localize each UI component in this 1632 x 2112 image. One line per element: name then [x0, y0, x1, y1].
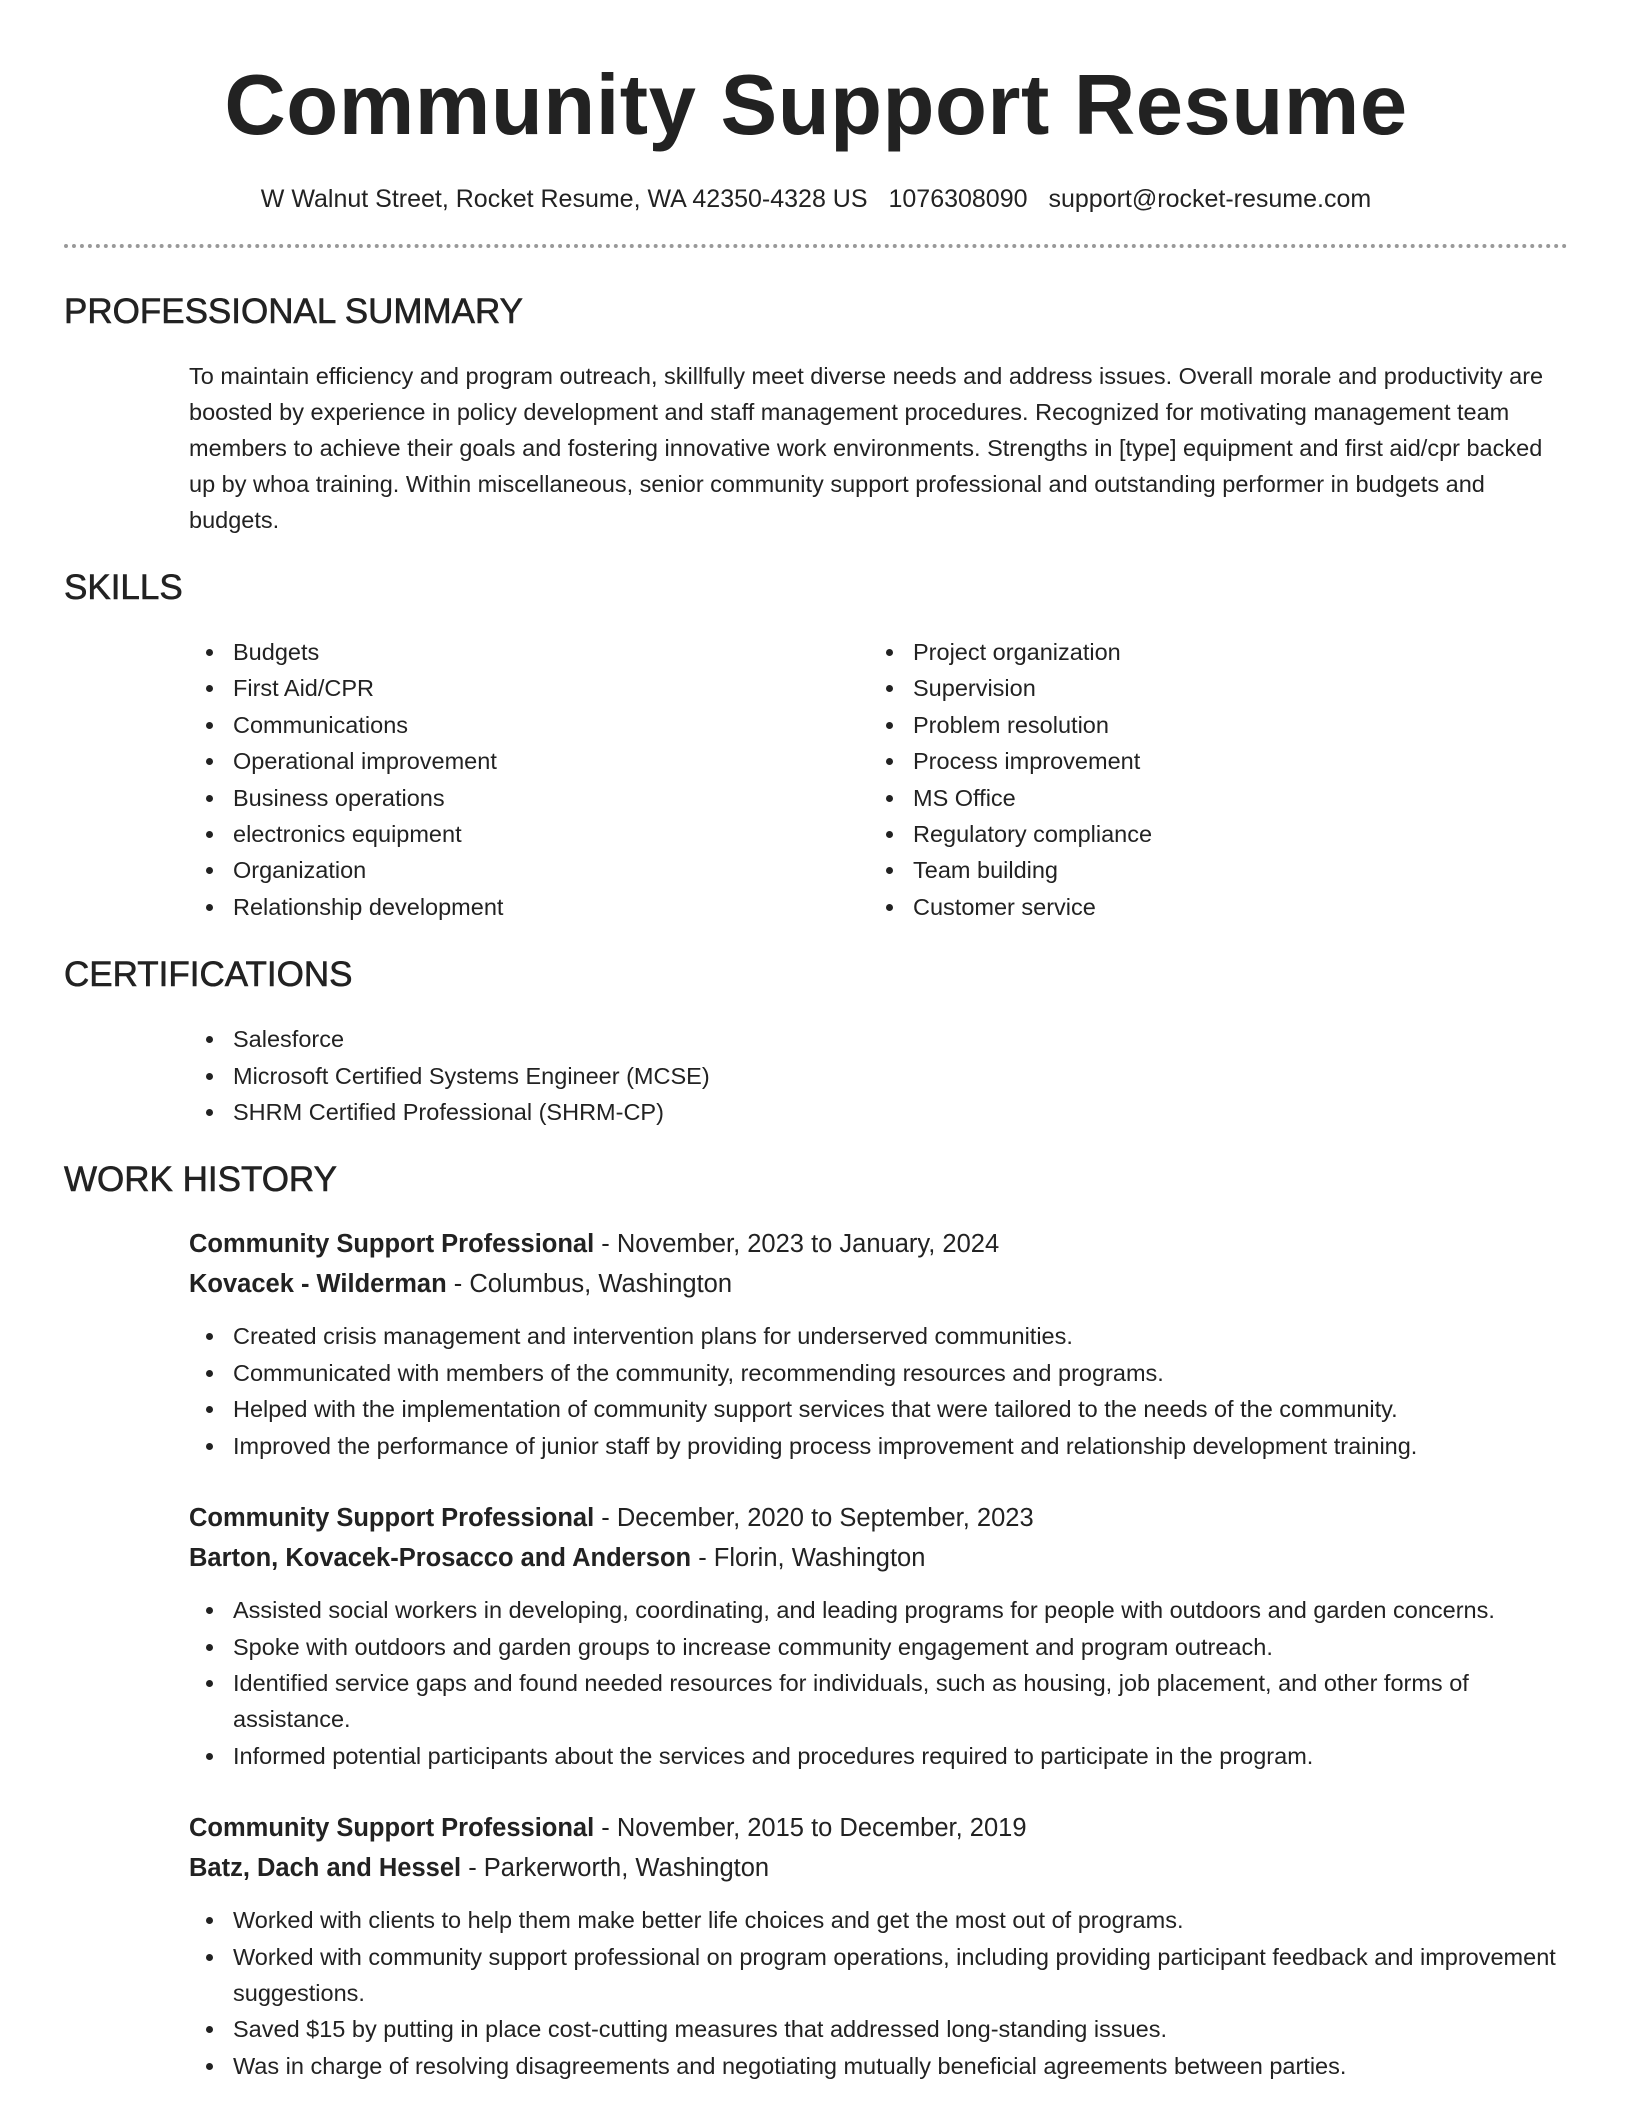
job-bullet: Communicated with members of the community, recommending resources and programs. — [189, 1355, 1568, 1391]
certifications-list — [189, 1021, 1568, 1130]
skill-item: Business operations — [189, 780, 869, 816]
certifications-heading: CERTIFICATIONS — [64, 955, 353, 995]
job-role: Community Support Professional — [189, 1504, 595, 1533]
job-bullet: Informed potential participants about the services and procedures required to participate in the program. — [189, 1738, 1568, 1774]
certification-item: Salesforce — [189, 1021, 1568, 1057]
work-heading: WORK HISTORY — [64, 1160, 337, 1200]
skill-item: Communications — [189, 707, 869, 743]
skill-item: Team building — [869, 852, 1549, 888]
job-location: - Columbus, Washington — [446, 1270, 733, 1299]
job-company-line — [189, 1264, 1568, 1304]
skill-item: MS Office — [869, 780, 1549, 816]
job-bullet: Assisted social workers in developing, coordinating, and leading programs for people with outdoors and garden concerns. — [189, 1592, 1568, 1628]
skill-item: Budgets — [189, 634, 869, 670]
job-company: Kovacek - Wilderman — [189, 1270, 447, 1299]
job-title-line — [189, 1224, 1568, 1264]
work-section — [64, 1158, 1568, 2084]
certification-item: Microsoft Certified Systems Engineer (MCSE) — [189, 1058, 1568, 1094]
job-bullet: Was in charge of resolving disagreements and negotiating mutually beneficial agreements between parties. — [189, 2048, 1568, 2084]
job-dates: - December, 2020 to September, 2023 — [594, 1504, 1034, 1533]
job-bullet: Improved the performance of junior staff by providing process improvement and relationship development training. — [189, 1428, 1568, 1464]
job-entry — [189, 1224, 1568, 1464]
contact-line — [64, 182, 1568, 216]
job-bullet: Created crisis management and intervention plans for underserved communities. — [189, 1318, 1568, 1354]
job-location: - Parkerworth, Washington — [461, 1854, 770, 1883]
header-divider — [64, 244, 1568, 248]
resume-title: Community Support Resume — [224, 58, 1408, 153]
contact-address: W Walnut Street, Rocket Resume, WA 42350-4328 US — [260, 185, 868, 213]
job-company-line — [189, 1848, 1568, 1888]
skill-item: Process improvement — [869, 743, 1549, 779]
job-company-line — [189, 1538, 1568, 1578]
skill-item: Regulatory compliance — [869, 816, 1549, 852]
job-entry — [189, 1808, 1568, 2084]
skill-item: Customer service — [869, 889, 1549, 925]
job-bullet: Worked with clients to help them make better life choices and get the most out of programs. — [189, 1902, 1568, 1938]
skill-item: Operational improvement — [189, 743, 869, 779]
job-bullet-list — [189, 1902, 1568, 2084]
job-role: Community Support Professional — [189, 1814, 595, 1843]
skill-item: Supervision — [869, 670, 1549, 706]
job-dates: - November, 2023 to January, 2024 — [594, 1230, 1000, 1259]
skill-item: Organization — [189, 852, 869, 888]
summary-heading: PROFESSIONAL SUMMARY — [64, 292, 523, 331]
skill-item: First Aid/CPR — [189, 670, 869, 706]
skills-column-left — [189, 634, 869, 925]
skill-item: Problem resolution — [869, 707, 1549, 743]
job-title-line — [189, 1808, 1568, 1848]
job-bullet-list — [189, 1592, 1568, 1774]
job-title-line — [189, 1498, 1568, 1538]
certification-item: SHRM Certified Professional (SHRM-CP) — [189, 1094, 1568, 1130]
job-bullet: Identified service gaps and found needed resources for individuals, such as housing, job placement, and other forms of assistance. — [189, 1665, 1568, 1738]
job-entry — [189, 1498, 1568, 1774]
certifications-section — [64, 953, 1568, 1130]
job-location: - Florin, Washington — [691, 1544, 926, 1573]
skills-grid — [189, 634, 1568, 925]
job-role: Community Support Professional — [189, 1230, 595, 1259]
skills-section — [64, 566, 1568, 925]
job-bullet: Helped with the implementation of community support services that were tailored to the needs of the community. — [189, 1391, 1568, 1427]
job-dates: - November, 2015 to December, 2019 — [594, 1814, 1027, 1843]
skill-item: Project organization — [869, 634, 1549, 670]
job-company: Barton, Kovacek-Prosacco and Anderson — [189, 1544, 692, 1573]
job-bullet-list — [189, 1318, 1568, 1464]
job-bullet: Saved $15 by putting in place cost-cutting measures that addressed long-standing issues. — [189, 2011, 1568, 2047]
summary-text: To maintain efficiency and program outreach, skillfully meet diverse needs and address issues. Overall morale and productivity are boosted by experience in policy development and staff management procedures. Recognized for motivating management team members to achieve their goals and fostering innovative work environments. Strengths in [type] equipment and first aid/cpr backed up by whoa training. Within miscellaneous, senior community support professional and outstanding performer in budgets and budgets. — [189, 363, 1544, 533]
job-bullet: Worked with community support professional on program operations, including providing participant feedback and improvement suggestions. — [189, 1939, 1568, 2012]
contact-phone: 1076308090 — [888, 185, 1028, 213]
skills-column-right — [869, 634, 1549, 925]
contact-email[interactable]: support@rocket-resume.com — [1048, 185, 1372, 213]
skill-item: electronics equipment — [189, 816, 869, 852]
skills-heading: SKILLS — [64, 568, 183, 607]
skill-item: Relationship development — [189, 889, 869, 925]
job-bullet: Spoke with outdoors and garden groups to increase community engagement and program outreach. — [189, 1629, 1568, 1665]
job-company: Batz, Dach and Hessel — [189, 1854, 462, 1883]
summary-section — [64, 290, 1568, 538]
